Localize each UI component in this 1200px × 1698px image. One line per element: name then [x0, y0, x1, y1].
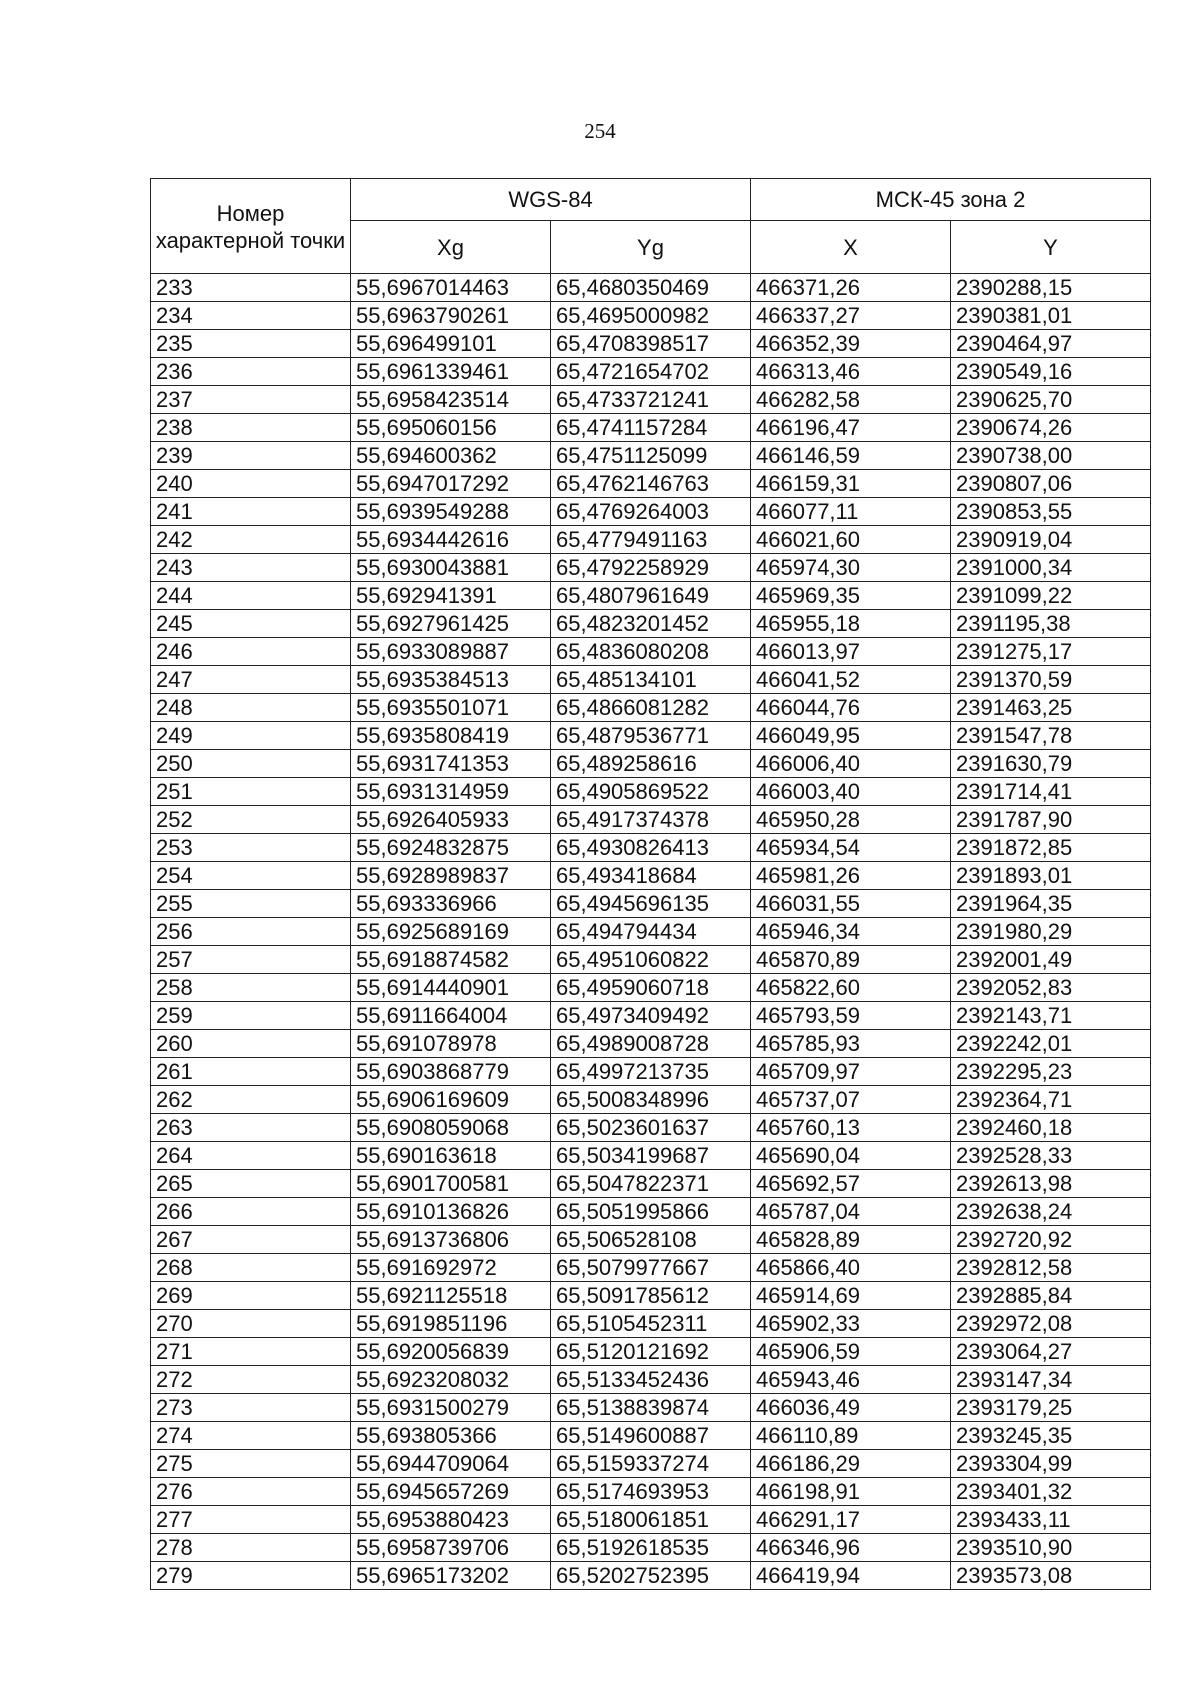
yg-cell: 65,493418684	[551, 862, 751, 890]
y-cell: 2390625,70	[951, 386, 1151, 414]
point-number-cell: 276	[151, 1478, 351, 1506]
x-cell: 465914,69	[751, 1282, 951, 1310]
table-row	[151, 1002, 1151, 1030]
xg-cell: 55,6933089887	[351, 638, 551, 666]
y-cell: 2392052,83	[951, 974, 1151, 1002]
point-number-cell: 254	[151, 862, 351, 890]
y-cell: 2393245,35	[951, 1422, 1151, 1450]
table-row	[151, 862, 1151, 890]
point-number-cell: 238	[151, 414, 351, 442]
xg-cell: 55,6926405933	[351, 806, 551, 834]
x-cell: 465737,07	[751, 1086, 951, 1114]
y-cell: 2391463,25	[951, 694, 1151, 722]
xg-cell: 55,6930043881	[351, 554, 551, 582]
point-number-cell: 255	[151, 890, 351, 918]
x-cell: 465828,89	[751, 1226, 951, 1254]
xg-cell: 55,6925689169	[351, 918, 551, 946]
yg-cell: 65,4973409492	[551, 1002, 751, 1030]
y-cell: 2391630,79	[951, 750, 1151, 778]
xg-cell: 55,696499101	[351, 330, 551, 358]
xg-cell: 55,6953880423	[351, 1506, 551, 1534]
point-number-cell: 250	[151, 750, 351, 778]
yg-cell: 65,5180061851	[551, 1506, 751, 1534]
y-cell: 2392972,08	[951, 1310, 1151, 1338]
table-row	[151, 1282, 1151, 1310]
table-row	[151, 470, 1151, 498]
y-cell: 2390549,16	[951, 358, 1151, 386]
x-cell: 466337,27	[751, 302, 951, 330]
point-number-cell: 239	[151, 442, 351, 470]
xg-cell: 55,6931741353	[351, 750, 551, 778]
table-row	[151, 610, 1151, 638]
wgs84-group-header: WGS-84	[351, 179, 751, 221]
point-number-cell: 270	[151, 1310, 351, 1338]
y-cell: 2392613,98	[951, 1170, 1151, 1198]
y-cell: 2390738,00	[951, 442, 1151, 470]
xg-cell: 55,692941391	[351, 582, 551, 610]
x-cell: 466013,97	[751, 638, 951, 666]
x-cell: 465906,59	[751, 1338, 951, 1366]
xg-cell: 55,6934442616	[351, 526, 551, 554]
yg-cell: 65,5051995866	[551, 1198, 751, 1226]
point-number-cell: 257	[151, 946, 351, 974]
xg-cell: 55,6923208032	[351, 1366, 551, 1394]
x-cell: 466031,55	[751, 890, 951, 918]
yg-cell: 65,5133452436	[551, 1366, 751, 1394]
point-number-cell: 235	[151, 330, 351, 358]
point-number-cell: 259	[151, 1002, 351, 1030]
y-cell: 2392885,84	[951, 1282, 1151, 1310]
xg-cell: 55,6963790261	[351, 302, 551, 330]
y-cell: 2391872,85	[951, 834, 1151, 862]
table-row	[151, 806, 1151, 834]
table-row	[151, 1310, 1151, 1338]
yg-header: Yg	[551, 221, 751, 274]
yg-cell: 65,5138839874	[551, 1394, 751, 1422]
table-row	[151, 890, 1151, 918]
y-cell: 2390288,15	[951, 274, 1151, 302]
point-number-cell: 234	[151, 302, 351, 330]
yg-cell: 65,5008348996	[551, 1086, 751, 1114]
y-cell: 2393179,25	[951, 1394, 1151, 1422]
xg-cell: 55,691692972	[351, 1254, 551, 1282]
xg-cell: 55,6958739706	[351, 1534, 551, 1562]
table-row	[151, 1058, 1151, 1086]
table-row	[151, 946, 1151, 974]
y-cell: 2391714,41	[951, 778, 1151, 806]
x-cell: 465974,30	[751, 554, 951, 582]
point-number-cell: 258	[151, 974, 351, 1002]
table-row	[151, 1534, 1151, 1562]
table-row	[151, 1394, 1151, 1422]
table-row	[151, 1226, 1151, 1254]
table-row	[151, 1254, 1151, 1282]
yg-cell: 65,5192618535	[551, 1534, 751, 1562]
xg-cell: 55,695060156	[351, 414, 551, 442]
coordinates-table	[150, 178, 1151, 1590]
msk45-group-header: МСК-45 зона 2	[751, 179, 1151, 221]
x-cell: 466036,49	[751, 1394, 951, 1422]
yg-cell: 65,4695000982	[551, 302, 751, 330]
y-cell: 2392242,01	[951, 1030, 1151, 1058]
yg-cell: 65,4930826413	[551, 834, 751, 862]
point-number-cell: 279	[151, 1562, 351, 1590]
point-number-cell: 251	[151, 778, 351, 806]
yg-cell: 65,4905869522	[551, 778, 751, 806]
point-number-cell: 240	[151, 470, 351, 498]
point-number-cell: 271	[151, 1338, 351, 1366]
table-row	[151, 358, 1151, 386]
page-number: 254	[584, 119, 616, 143]
xg-cell: 55,6961339461	[351, 358, 551, 386]
point-number-cell: 236	[151, 358, 351, 386]
x-cell: 466006,40	[751, 750, 951, 778]
x-cell: 466282,58	[751, 386, 951, 414]
yg-cell: 65,4769264003	[551, 498, 751, 526]
yg-cell: 65,485134101	[551, 666, 751, 694]
xg-cell: 55,6911664004	[351, 1002, 551, 1030]
y-cell: 2391099,22	[951, 582, 1151, 610]
y-cell: 2393064,27	[951, 1338, 1151, 1366]
x-cell: 465692,57	[751, 1170, 951, 1198]
table-row	[151, 1030, 1151, 1058]
x-header: X	[751, 221, 951, 274]
y-cell: 2392812,58	[951, 1254, 1151, 1282]
table-row	[151, 1450, 1151, 1478]
table-row	[151, 1142, 1151, 1170]
point-number-cell: 277	[151, 1506, 351, 1534]
table-row	[151, 722, 1151, 750]
point-number-cell: 262	[151, 1086, 351, 1114]
x-cell: 465866,40	[751, 1254, 951, 1282]
y-cell: 2392001,49	[951, 946, 1151, 974]
y-cell: 2392143,71	[951, 1002, 1151, 1030]
x-cell: 466003,40	[751, 778, 951, 806]
xg-cell: 55,6958423514	[351, 386, 551, 414]
yg-cell: 65,5047822371	[551, 1170, 751, 1198]
point-number-cell: 273	[151, 1394, 351, 1422]
point-number-cell: 247	[151, 666, 351, 694]
yg-cell: 65,4951060822	[551, 946, 751, 974]
x-cell: 465793,59	[751, 1002, 951, 1030]
table-row	[151, 498, 1151, 526]
point-number-cell: 256	[151, 918, 351, 946]
yg-cell: 65,4959060718	[551, 974, 751, 1002]
table-row	[151, 414, 1151, 442]
xg-cell: 55,6908059068	[351, 1114, 551, 1142]
table-row	[151, 274, 1151, 302]
x-cell: 465902,33	[751, 1310, 951, 1338]
point-number-cell: 263	[151, 1114, 351, 1142]
table-row	[151, 386, 1151, 414]
xg-cell: 55,6967014463	[351, 274, 551, 302]
y-cell: 2391195,38	[951, 610, 1151, 638]
yg-cell: 65,4917374378	[551, 806, 751, 834]
yg-cell: 65,5159337274	[551, 1450, 751, 1478]
x-cell: 466044,76	[751, 694, 951, 722]
xg-cell: 55,6910136826	[351, 1198, 551, 1226]
table-row	[151, 750, 1151, 778]
yg-cell: 65,4721654702	[551, 358, 751, 386]
y-cell: 2390807,06	[951, 470, 1151, 498]
y-cell: 2390381,01	[951, 302, 1151, 330]
table-row	[151, 302, 1151, 330]
y-cell: 2393433,11	[951, 1506, 1151, 1534]
xg-cell: 55,6935501071	[351, 694, 551, 722]
x-cell: 466110,89	[751, 1422, 951, 1450]
x-cell: 465709,97	[751, 1058, 951, 1086]
table-row	[151, 1338, 1151, 1366]
table-row	[151, 582, 1151, 610]
table-row	[151, 1422, 1151, 1450]
x-cell: 466352,39	[751, 330, 951, 358]
point-number-cell: 243	[151, 554, 351, 582]
y-cell: 2392460,18	[951, 1114, 1151, 1142]
point-number-cell: 260	[151, 1030, 351, 1058]
yg-cell: 65,4989008728	[551, 1030, 751, 1058]
y-cell: 2391787,90	[951, 806, 1151, 834]
yg-cell: 65,5023601637	[551, 1114, 751, 1142]
xg-cell: 55,6901700581	[351, 1170, 551, 1198]
xg-cell: 55,6914440901	[351, 974, 551, 1002]
yg-cell: 65,5120121692	[551, 1338, 751, 1366]
x-cell: 466159,31	[751, 470, 951, 498]
table-row	[151, 834, 1151, 862]
table-row	[151, 330, 1151, 358]
yg-cell: 65,4733721241	[551, 386, 751, 414]
point-number-cell: 278	[151, 1534, 351, 1562]
y-cell: 2392638,24	[951, 1198, 1151, 1226]
table-row	[151, 1198, 1151, 1226]
y-cell: 2393304,99	[951, 1450, 1151, 1478]
point-number-cell: 233	[151, 274, 351, 302]
xg-cell: 55,6945657269	[351, 1478, 551, 1506]
yg-cell: 65,4741157284	[551, 414, 751, 442]
xg-cell: 55,6906169609	[351, 1086, 551, 1114]
xg-cell: 55,6903868779	[351, 1058, 551, 1086]
table-row	[151, 1366, 1151, 1394]
table-row	[151, 1170, 1151, 1198]
x-cell: 465946,34	[751, 918, 951, 946]
x-cell: 465955,18	[751, 610, 951, 638]
point-number-cell: 253	[151, 834, 351, 862]
xg-cell: 55,6928989837	[351, 862, 551, 890]
y-cell: 2391000,34	[951, 554, 1151, 582]
table-row	[151, 1114, 1151, 1142]
yg-cell: 65,4879536771	[551, 722, 751, 750]
yg-cell: 65,494794434	[551, 918, 751, 946]
point-number-cell: 267	[151, 1226, 351, 1254]
table-row	[151, 1562, 1151, 1590]
table-header	[151, 179, 1151, 274]
table-row	[151, 1086, 1151, 1114]
xg-cell: 55,691078978	[351, 1030, 551, 1058]
y-cell: 2393147,34	[951, 1366, 1151, 1394]
point-number-header: Номер характерной точки	[151, 179, 351, 274]
x-cell: 465822,60	[751, 974, 951, 1002]
point-number-cell: 248	[151, 694, 351, 722]
table-row	[151, 974, 1151, 1002]
yg-cell: 65,5034199687	[551, 1142, 751, 1170]
y-cell: 2392528,33	[951, 1142, 1151, 1170]
x-cell: 465785,93	[751, 1030, 951, 1058]
y-cell: 2392364,71	[951, 1086, 1151, 1114]
yg-cell: 65,4866081282	[551, 694, 751, 722]
xg-cell: 55,6921125518	[351, 1282, 551, 1310]
y-cell: 2391980,29	[951, 918, 1151, 946]
x-cell: 465981,26	[751, 862, 951, 890]
point-number-cell: 246	[151, 638, 351, 666]
x-cell: 466049,95	[751, 722, 951, 750]
xg-cell: 55,6931314959	[351, 778, 551, 806]
yg-cell: 65,5174693953	[551, 1478, 751, 1506]
point-number-cell: 268	[151, 1254, 351, 1282]
x-cell: 466198,91	[751, 1478, 951, 1506]
y-cell: 2390674,26	[951, 414, 1151, 442]
point-number-cell: 245	[151, 610, 351, 638]
xg-cell: 55,694600362	[351, 442, 551, 470]
table-row	[151, 666, 1151, 694]
x-cell: 466313,46	[751, 358, 951, 386]
xg-cell: 55,6935808419	[351, 722, 551, 750]
point-number-cell: 241	[151, 498, 351, 526]
y-cell: 2390464,97	[951, 330, 1151, 358]
yg-cell: 65,4708398517	[551, 330, 751, 358]
point-number-cell: 261	[151, 1058, 351, 1086]
point-number-cell: 269	[151, 1282, 351, 1310]
y-cell: 2393510,90	[951, 1534, 1151, 1562]
point-number-cell: 265	[151, 1170, 351, 1198]
table-row	[151, 554, 1151, 582]
x-cell: 465943,46	[751, 1366, 951, 1394]
yg-cell: 65,4779491163	[551, 526, 751, 554]
y-cell: 2392295,23	[951, 1058, 1151, 1086]
point-number-cell: 274	[151, 1422, 351, 1450]
x-cell: 465690,04	[751, 1142, 951, 1170]
point-number-cell: 275	[151, 1450, 351, 1478]
table-row	[151, 638, 1151, 666]
point-number-cell: 264	[151, 1142, 351, 1170]
table-row	[151, 694, 1151, 722]
yg-cell: 65,4836080208	[551, 638, 751, 666]
yg-cell: 65,5105452311	[551, 1310, 751, 1338]
x-cell: 465787,04	[751, 1198, 951, 1226]
yg-cell: 65,5202752395	[551, 1562, 751, 1590]
xg-cell: 55,6918874582	[351, 946, 551, 974]
point-number-cell: 242	[151, 526, 351, 554]
xg-cell: 55,6924832875	[351, 834, 551, 862]
yg-cell: 65,5079977667	[551, 1254, 751, 1282]
point-number-cell: 272	[151, 1366, 351, 1394]
xg-cell: 55,6965173202	[351, 1562, 551, 1590]
point-number-cell: 252	[151, 806, 351, 834]
x-cell: 465760,13	[751, 1114, 951, 1142]
table-row	[151, 1478, 1151, 1506]
yg-cell: 65,489258616	[551, 750, 751, 778]
yg-cell: 65,4792258929	[551, 554, 751, 582]
x-cell: 465969,35	[751, 582, 951, 610]
table-row	[151, 778, 1151, 806]
yg-cell: 65,4807961649	[551, 582, 751, 610]
table-row	[151, 442, 1151, 470]
x-cell: 466041,52	[751, 666, 951, 694]
yg-cell: 65,4680350469	[551, 274, 751, 302]
xg-header: Xg	[351, 221, 551, 274]
xg-cell: 55,6931500279	[351, 1394, 551, 1422]
yg-cell: 65,4751125099	[551, 442, 751, 470]
yg-cell: 65,4823201452	[551, 610, 751, 638]
yg-cell: 65,5149600887	[551, 1422, 751, 1450]
xg-cell: 55,6935384513	[351, 666, 551, 694]
point-number-cell: 244	[151, 582, 351, 610]
x-cell: 466371,26	[751, 274, 951, 302]
point-number-cell: 266	[151, 1198, 351, 1226]
table-row	[151, 918, 1151, 946]
yg-cell: 65,506528108	[551, 1226, 751, 1254]
yg-cell: 65,4762146763	[551, 470, 751, 498]
x-cell: 466291,17	[751, 1506, 951, 1534]
x-cell: 466346,96	[751, 1534, 951, 1562]
y-cell: 2393573,08	[951, 1562, 1151, 1590]
y-cell: 2391275,17	[951, 638, 1151, 666]
y-cell: 2390919,04	[951, 526, 1151, 554]
xg-cell: 55,6913736806	[351, 1226, 551, 1254]
y-cell: 2391893,01	[951, 862, 1151, 890]
xg-cell: 55,693805366	[351, 1422, 551, 1450]
x-cell: 465870,89	[751, 946, 951, 974]
xg-cell: 55,693336966	[351, 890, 551, 918]
yg-cell: 65,4945696135	[551, 890, 751, 918]
yg-cell: 65,5091785612	[551, 1282, 751, 1310]
table-row	[151, 1506, 1151, 1534]
xg-cell: 55,6919851196	[351, 1310, 551, 1338]
xg-cell: 55,6939549288	[351, 498, 551, 526]
xg-cell: 55,6947017292	[351, 470, 551, 498]
table-row	[151, 526, 1151, 554]
xg-cell: 55,6920056839	[351, 1338, 551, 1366]
y-cell: 2391370,59	[951, 666, 1151, 694]
x-cell: 466021,60	[751, 526, 951, 554]
xg-cell: 55,6927961425	[351, 610, 551, 638]
x-cell: 466196,47	[751, 414, 951, 442]
y-cell: 2390853,55	[951, 498, 1151, 526]
x-cell: 466077,11	[751, 498, 951, 526]
point-number-cell: 249	[151, 722, 351, 750]
x-cell: 466186,29	[751, 1450, 951, 1478]
xg-cell: 55,6944709064	[351, 1450, 551, 1478]
xg-cell: 55,690163618	[351, 1142, 551, 1170]
y-cell: 2391964,35	[951, 890, 1151, 918]
y-cell: 2393401,32	[951, 1478, 1151, 1506]
x-cell: 465950,28	[751, 806, 951, 834]
y-cell: 2392720,92	[951, 1226, 1151, 1254]
x-cell: 466146,59	[751, 442, 951, 470]
y-cell: 2391547,78	[951, 722, 1151, 750]
x-cell: 465934,54	[751, 834, 951, 862]
x-cell: 466419,94	[751, 1562, 951, 1590]
table-body	[151, 274, 1151, 1590]
yg-cell: 65,4997213735	[551, 1058, 751, 1086]
y-header: Y	[951, 221, 1151, 274]
point-number-cell: 237	[151, 386, 351, 414]
